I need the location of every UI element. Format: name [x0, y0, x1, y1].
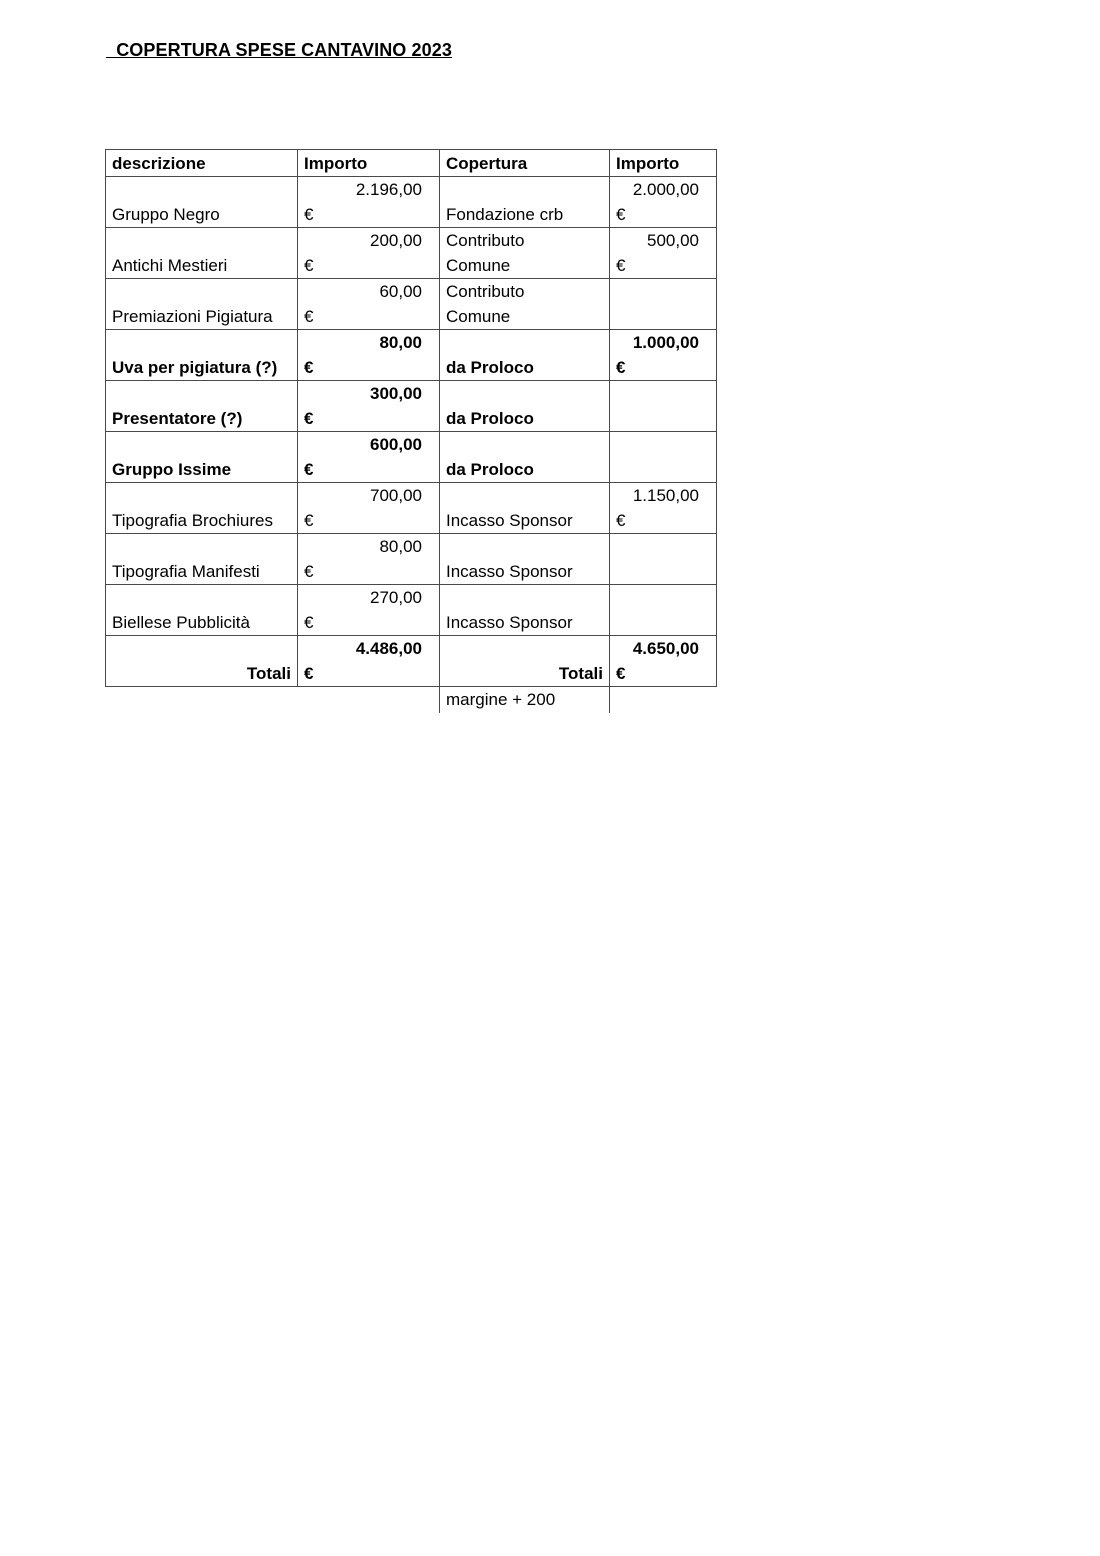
descrizione-cell — [106, 381, 298, 432]
table-row — [106, 381, 717, 432]
copertura-line: Incasso Sponsor — [446, 613, 573, 632]
copertura-cell — [440, 381, 610, 432]
table-header-row — [106, 150, 717, 177]
descrizione-text: Biellese Pubblicità — [112, 613, 250, 632]
descrizione-cell — [106, 534, 298, 585]
descrizione-cell — [106, 483, 298, 534]
descrizione-text: Tipografia Manifesti — [112, 562, 260, 581]
copertura-amount-currency: € — [616, 205, 626, 224]
copertura-line: Incasso Sponsor — [446, 511, 573, 530]
copertura-amount — [610, 177, 717, 228]
total-expenses-currency: € — [304, 664, 314, 683]
copertura-line: Contributo — [446, 231, 525, 250]
expense-amount — [298, 381, 440, 432]
copertura-cell — [440, 330, 610, 381]
table-row — [106, 279, 717, 330]
copertura-amount-empty — [610, 432, 717, 483]
total-coverage — [610, 636, 717, 687]
table-row — [106, 432, 717, 483]
descrizione-cell — [106, 228, 298, 279]
expense-amount — [298, 585, 440, 636]
expense-amount-currency: € — [304, 307, 314, 326]
expense-amount-value: 600,00 — [370, 435, 422, 454]
expense-coverage-table — [105, 149, 717, 713]
expense-amount-currency: € — [304, 562, 314, 581]
copertura-cell — [440, 534, 610, 585]
descrizione-cell — [106, 585, 298, 636]
margin-note: margine + 200 — [440, 687, 610, 714]
copertura-amount-currency: € — [616, 256, 626, 275]
table-row — [106, 330, 717, 381]
copertura-line: Incasso Sponsor — [446, 562, 573, 581]
total-coverage-currency: € — [616, 664, 626, 683]
copertura-amount-currency: € — [616, 511, 626, 530]
copertura-amount-empty — [610, 381, 717, 432]
expense-amount-currency: € — [304, 358, 314, 377]
totals-label-right: Totali — [440, 636, 610, 687]
total-expenses — [298, 636, 440, 687]
copertura-amount-empty — [610, 279, 717, 330]
descrizione-cell — [106, 330, 298, 381]
copertura-cell — [440, 177, 610, 228]
expense-amount-value: 2.196,00 — [355, 180, 422, 199]
expense-amount-currency: € — [304, 613, 314, 632]
expense-amount-currency: € — [304, 409, 314, 428]
expense-amount-currency: € — [304, 256, 314, 275]
copertura-line: da Proloco — [446, 409, 534, 428]
table-row — [106, 228, 717, 279]
descrizione-text: Premiazioni Pigiatura — [112, 307, 273, 326]
table-row — [106, 534, 717, 585]
expense-amount — [298, 177, 440, 228]
copertura-amount — [610, 228, 717, 279]
descrizione-text: Tipografia Brochiures — [112, 511, 273, 530]
descrizione-text: Uva per pigiatura (?) — [112, 358, 278, 377]
descrizione-text: Gruppo Negro — [112, 205, 220, 224]
copertura-line: da Proloco — [446, 358, 534, 377]
copertura-cell — [440, 585, 610, 636]
copertura-cell — [440, 279, 610, 330]
expense-amount-value: 300,00 — [370, 384, 422, 403]
expense-amount-value: 80,00 — [379, 333, 422, 352]
expense-amount — [298, 534, 440, 585]
copertura-amount-value: 1.000,00 — [632, 333, 699, 352]
expense-amount-value: 80,00 — [379, 537, 422, 556]
expense-amount-value: 700,00 — [370, 486, 422, 505]
totals-label-left: Totali — [106, 636, 298, 687]
expense-amount-value: 200,00 — [370, 231, 422, 250]
descrizione-cell — [106, 177, 298, 228]
table-row — [106, 585, 717, 636]
copertura-cell — [440, 483, 610, 534]
descrizione-cell — [106, 432, 298, 483]
header-importo: Importo — [298, 150, 440, 177]
table-row — [106, 177, 717, 228]
copertura-cell — [440, 228, 610, 279]
copertura-amount-empty — [610, 534, 717, 585]
expense-amount — [298, 228, 440, 279]
total-coverage-value: 4.650,00 — [632, 639, 699, 658]
header-copertura: Copertura — [440, 150, 610, 177]
expense-amount-currency: € — [304, 460, 314, 479]
expense-amount-currency: € — [304, 511, 314, 530]
descrizione-text: Gruppo Issime — [112, 460, 232, 479]
descrizione-text: Antichi Mestieri — [112, 256, 228, 275]
copertura-line: da Proloco — [446, 460, 534, 479]
totals-row — [106, 636, 717, 687]
copertura-amount-empty — [610, 585, 717, 636]
expense-amount — [298, 279, 440, 330]
copertura-line: Comune — [446, 307, 511, 326]
expense-amount-value: 270,00 — [370, 588, 422, 607]
expense-amount-value: 60,00 — [379, 282, 422, 301]
copertura-line: Comune — [446, 256, 511, 275]
expense-amount-currency: € — [304, 205, 314, 224]
copertura-amount-value: 2.000,00 — [632, 180, 699, 199]
expense-amount — [298, 330, 440, 381]
header-descrizione: descrizione — [106, 150, 298, 177]
copertura-amount-currency: € — [616, 358, 626, 377]
copertura-amount — [610, 330, 717, 381]
copertura-line: Contributo — [446, 282, 525, 301]
expense-amount — [298, 432, 440, 483]
table-row — [106, 483, 717, 534]
copertura-amount-value: 500,00 — [647, 231, 699, 250]
descrizione-cell — [106, 279, 298, 330]
copertura-amount-value: 1.150,00 — [632, 486, 699, 505]
copertura-cell — [440, 432, 610, 483]
descrizione-text: Presentatore (?) — [112, 409, 243, 428]
header-importo-copertura: Importo — [610, 150, 717, 177]
copertura-amount — [610, 483, 717, 534]
copertura-line: Fondazione crb — [446, 205, 564, 224]
document-title: COPERTURA SPESE CANTAVINO 2023 — [106, 40, 452, 60]
note-row — [106, 687, 717, 714]
expense-amount — [298, 483, 440, 534]
total-expenses-value: 4.486,00 — [355, 639, 422, 658]
